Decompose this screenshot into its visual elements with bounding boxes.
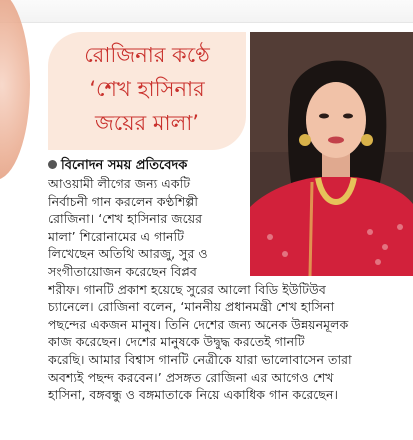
body-line: আওয়ামী লীগের জন্য একটি: [48, 176, 191, 191]
article-body-column: [48, 175, 246, 263]
headline-line-2: ‘শেখ হাসিনার: [89, 77, 205, 101]
decorative-graphic: [0, 0, 30, 180]
body-line: করেছি। আমার বিশ্বাস গানটি নেত্রীকে যারা ভালোবাসেন তারা: [48, 351, 352, 367]
body-line: হাসিনা, বঙ্গবন্ধু ও বঙ্গমাতাকে নিয়ে একাধিক গান করেছেন।: [48, 387, 339, 403]
body-line: পছন্দের একজন মানুষ। তিনি দেশের জন্য অনেক উন্নয়নমূলক: [48, 316, 349, 332]
body-line: কাজ করেছেন। দেশের মানুষকে উদ্বুদ্ধ করতেই গানটি: [48, 334, 305, 350]
body-line: রোজিনা। ‘শেখ হাসিনার জয়ের: [48, 211, 203, 227]
body-line: সংগীতায়োজন করেছেন বিপ্লব: [48, 264, 197, 279]
byline-text: বিনোদন সময় প্রতিবেদক: [61, 158, 188, 173]
body-line: নির্বাচনী গান করলেন কণ্ঠশিল্পী: [48, 193, 199, 209]
body-line: শরীফ। গানটি প্রকাশ হয়েছে সুরের আলো বিডি ইউটিউব: [48, 281, 326, 297]
body-line: লিখেছেন অতিথি আরজু, সুর ও: [48, 246, 208, 262]
body-line: চ্যানেলে। রোজিনা বলেন, ‘মাননীয় প্রধানমন্ত্রী শেখ হাসিনা: [48, 299, 335, 315]
headline-line-3: জয়ের মালা’: [95, 111, 199, 135]
headline-line-1: রোজিনার কণ্ঠে: [84, 43, 210, 67]
byline: [48, 158, 248, 174]
body-line: মালা’ শিরোনামের এ গানটি: [48, 228, 185, 244]
article-body-wide: [48, 263, 410, 404]
bullet-icon: [48, 160, 57, 169]
body-line: অবশ্যই পছন্দ করবেন।’ প্রসঙ্গত রোজিনা এর আগেও শেখ: [48, 369, 334, 385]
headline: [48, 38, 246, 140]
singer-photo: [250, 32, 413, 276]
top-strip: [0, 0, 413, 23]
